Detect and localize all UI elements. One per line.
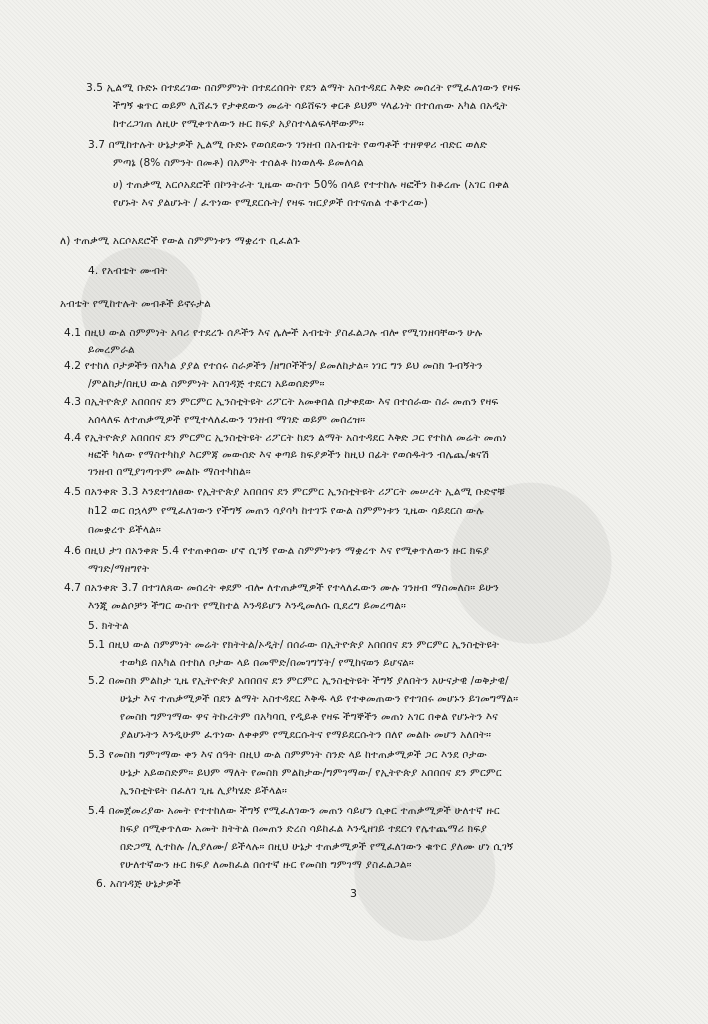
text-line: ምጣኔ (8% ስምንት በመቶ) በአምት ተሰልቶ ከነወለዱ ይመለሳል xyxy=(113,157,364,169)
text-line: ያልሆኑትን እንዲሁም ፈጥነው ለቀቀም የሚደርሱትና የማይደርሱትን በለየ መልኩ መሆን አለበት። xyxy=(120,729,492,741)
text-line: 5.3 የመስክ ግምገማው ቀን እና ሰዓት በዚህ ውል ስምምነት ስንድ ላይ ከተጠቃሚዎች ጋር እንደ ቦታው xyxy=(88,749,487,761)
text-line: ገንዘብ በሚያገጣጥም መልኩ ማስተካከል። xyxy=(88,466,251,478)
text-line: የሆኑት እና ያልሆኑት / ፈጥነው የሚደርሱት/ የዛፍ ዝርያዎች በተናጠል ተቆጥረው) xyxy=(113,197,429,209)
text-line: 4.2 የተከለ ቦታዎችን በአካል ያያል የተሰሩ ስራዎችን /ዘግቦችችን/ ይመለከታል። ነገር ግን ይህ መስክ ጉብኝትን xyxy=(64,360,483,372)
text-line: 4.5 በአንቀጽ 3.3 እንደተገለፀው የኢትዮጵያ አበበበና ደን ምርምር ኢንስቲትዩት ሪፖርት መሠረት ኢልሚ ቡድኖቹ xyxy=(64,486,505,498)
text-line: እንጂ መልሶቻን ችግር ውስጥ የሚከተል እንዳይሆን እንዲመለሱ ቢደረግ ይመረጣል። xyxy=(88,600,407,612)
text-line: ችግኝ ቁጥር ወይም ሊሸፈን የታቀደውን መሬት ሳይሸፍን ቀርቶ ይህም ሃላፊነት በተሰጠው አካል በአዲት xyxy=(113,100,508,112)
text-line: በመቋረጥ ይችላል። xyxy=(88,524,162,536)
text-line: 3.7 በሚከተሉት ሁኔታዎች ኢልሚ ቡድኑ የወሰደውን ገንዘብ በአብቴት የወጣቶች ተዘዋዋሪ ብድር ወለድ xyxy=(88,139,488,151)
text-line: የመስክ ግምገማው ዋና ትኩረትም በአካባቢ የዲይቶ የዛፍ ችግኞችን መጠነ አገር በቀል የሆኑትን እና xyxy=(120,711,499,723)
text-line: 5.2 በመስክ ምልከታ ጊዜ የኢትዮጵያ አበበበና ደን ምርምር ኢንስቲትዩት ችግኝ ያለበትን አሁናታዊ /ወቅታዊ/ xyxy=(88,675,509,687)
text-line: 5.1 በዚህ ውል ስምምነት መሬት የክትትል/ኦዲት/ በሰራው በኢትዮጵያ አበበበና ደን ምርምር ኢንስቲትዩት xyxy=(88,639,500,651)
text-line: ከተረጋገጠ ለዚሁ የሚቀጥለውን ዙር ክፍያ አያስተላልፍላቸውም። xyxy=(113,118,365,130)
text-line: 5.4 በመጀመሪያው አመት የተተከለው ችግኝ የሚፈለገውን መጠን ሳይሆን ሲቀር ተጠቃሚዎች ሁለተኛ ዙር xyxy=(88,805,500,817)
text-line: ከ12 ወር በኋላም የሚፈለገውን የችግኝ መጠን ሳያሳካ ከተገኙ የውል ስምምነቱን ጊዜው ሳይደርስ ውሉ xyxy=(88,505,484,517)
text-line: ሁኔታ አይወስድም። ይህም ማለት የመስክ ምልከታው/ግምገማው/ የኢትዮጵያ አበበበና ደን ምርምር xyxy=(120,767,502,779)
section-heading: 4. የአብቴት ሙብት xyxy=(88,265,168,277)
text-line: 4.6 በዚህ ታገ በአንቀጽ 5.4 የተጠቀሰው ሆኖ ሲገኝ የውል ስምምነቱን ማቋረጥ እና የሚቀጥለውን ዙር ክፍያ xyxy=(64,545,490,557)
text-line: ማገድ/ማዘግየት xyxy=(88,563,150,575)
text-line: /ምልከታ/በዚህ ውል ስምምነት አስገዳጅ ተደርገ አይወሰድም። xyxy=(88,378,325,390)
text-line: 4.4 የኢትዮጵያ አበበበና ደን ምርምር ኢንስቲትዩት ሪፖርት ከደን ልማት አስተዳደር እቅድ ጋር የተከለ መሬት መጠነ xyxy=(64,432,507,444)
text-line: 4.1 በዚህ ውል ስምምነት አባሪ የተደረጉ ሰዶችን እና ሌሎች አብቴት ያስፈልጋሉ ብሎ የሚገነዘባቸውን ሁሉ xyxy=(64,327,483,339)
page-number: 3 xyxy=(350,887,357,900)
text-line: 3.5 ኢልሚ ቡድኑ በተደረገው በስምምነት በተደረሰበት የደን ልማት አስተዳደር እቅድ መሰረት የሚፈለገውን የዛፍ xyxy=(86,82,521,94)
text-line: ሁኔታ እና ተጠቃሚዎች በደን ልማት አስተዳደር እቅዱ ላይ የተቀመጠውን የተገበሩ መሆኑን ይገመግማል። xyxy=(120,693,519,705)
section-heading: 5. ክትትል xyxy=(88,620,129,632)
text-line: የሁለተኛውን ዙር ክፍያ ለመክፈል በሰተኛ ዙር የመስክ ግምገማ ያስፈልጋል። xyxy=(120,859,412,871)
text-line: ይመረምራል xyxy=(88,344,135,356)
text-line: በድጋሚ ሊተከሉ /ሊያለሙ/ ይችላሉ። በዚህ ሁኔታ ተጠቃሚዎች የሚፈለገውን ቁጥር ያለሙ ሆነ ሲገኝ xyxy=(120,841,514,853)
text-line: ተወካይ በአካል በተከለ ቦታው ላይ በመሞድ/በመገግኘት/ የሚከናወን ይሆናል። xyxy=(120,657,414,669)
text-line: ለ) ተጠቃሚ አርሶአደሮች የውል ስምምነቱን ማቋረጥ ቢፈልጉ xyxy=(60,235,300,247)
text-line: ኢንስቲትዩት በፈለገ ጊዜ ሊያካሄድ ይችላል። xyxy=(120,785,288,797)
text-line: 4.3 በኢትዮጵያ አበበበና ደን ምርምር ኢንስቲትዩት ሪፖርት አመቀበል በታቀደው እና በተሰራው ስራ መጠን የዛፍ xyxy=(64,396,499,408)
text-line: አሰላለፍ ለተጠቃሚዎች የሚተላለፈውን ገንዘብ ማገድ ወይም መሰረዝ። xyxy=(88,414,366,426)
text-line: አብቴት የሚከተሉት መብቶች ይኖሩታል xyxy=(60,298,211,310)
text-line: ሀ) ተጠቃሚ አርሶአደሮች በኮንትራት ጊዜው ውስጥ 50% በላይ የተተከሉ ዛፎችን ከቆረጡ (አገር በቀል xyxy=(113,179,510,191)
text-line: ዛፎች ካለው የማስተካከያ እርምጃ መውሰድ እና ቀጣይ ክፍያዎችን ከዚህ በፊት የወሰዱትን ብሌጨ/ቁናሽ xyxy=(88,449,490,461)
text-line: ክፍያ በሚቀጥለው አመት ክትትል በመጠን ድረስ ሳይከፈል እንዲዘገይ ተደርጎ የሌተጨማሪ ክፍያ xyxy=(120,823,487,835)
section-heading: 6. አስገዳጅ ሁኔታዎች xyxy=(96,878,181,890)
text-line: 4.7 በአንቀጽ 3.7 በተገለጸው መሰረት ቀደም ብሎ ለተጠቃሚዎች የተላለፈውን ሙሉ ገንዘብ ማስመለስ። ይሁን xyxy=(64,582,499,594)
